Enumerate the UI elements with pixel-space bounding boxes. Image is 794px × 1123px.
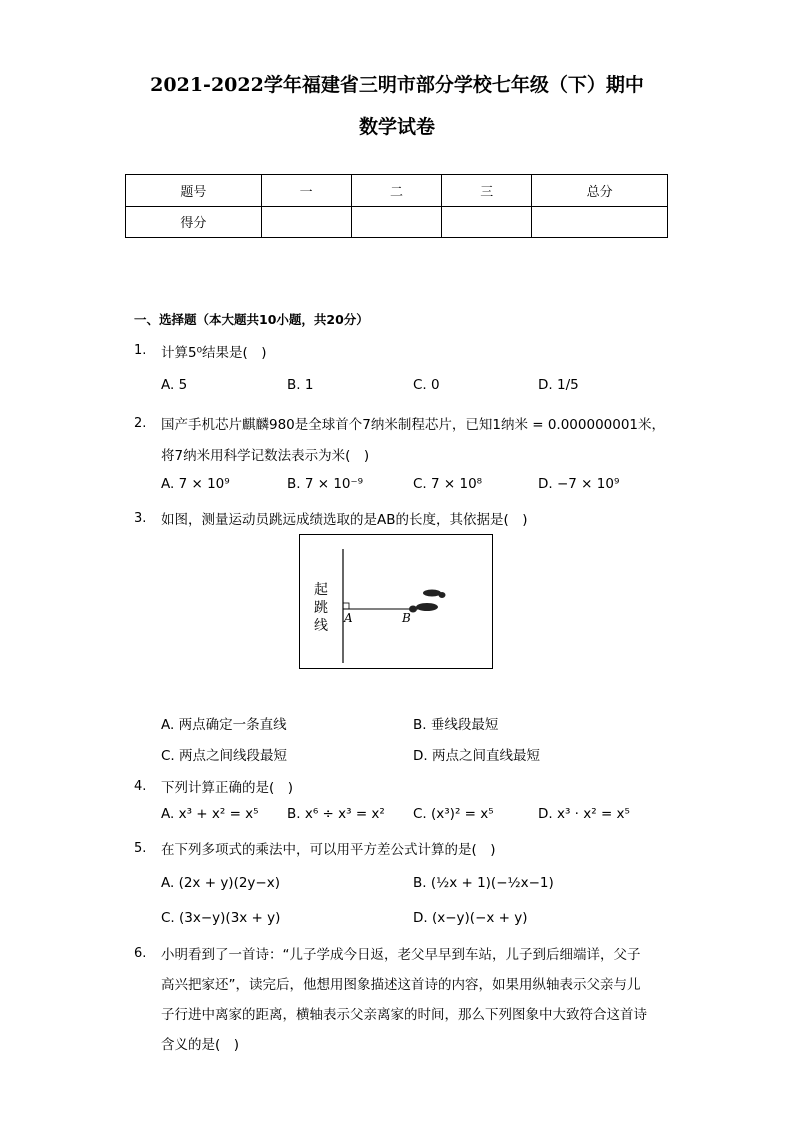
question-number: 2. bbox=[134, 416, 147, 431]
option-c[interactable]: C. 7 × 10⁸ bbox=[413, 476, 483, 492]
long-jump-diagram bbox=[300, 535, 492, 668]
point-b-label: B bbox=[402, 611, 411, 625]
option-a[interactable]: A. 5 bbox=[161, 377, 188, 393]
header-cell: 题号 bbox=[126, 175, 262, 207]
option-b[interactable]: B. (½x + 1)(−½x−1) bbox=[413, 875, 554, 891]
question-text: 在下列多项式的乘法中，可以用平方差公式计算的是( ) bbox=[161, 842, 496, 858]
question-number: 3. bbox=[134, 511, 147, 526]
score-table bbox=[125, 174, 668, 238]
option-d[interactable]: D. x³ · x² = x⁵ bbox=[538, 806, 630, 822]
score-table-score-row bbox=[126, 206, 668, 238]
question-text: 计算5⁰结果是( ) bbox=[161, 345, 267, 361]
option-a[interactable]: A. (2x + y)(2y−x) bbox=[161, 875, 280, 891]
score-cell[interactable] bbox=[532, 206, 668, 238]
option-c[interactable]: C. 两点之间线段最短 bbox=[161, 748, 288, 764]
takeoff-line-char: 线 bbox=[314, 618, 328, 634]
question-number: 4. bbox=[134, 779, 147, 794]
question-text: 如图，测量运动员跳远成绩选取的是AB的长度，其依据是( ) bbox=[161, 512, 528, 528]
header-cell: 三 bbox=[442, 175, 532, 207]
score-cell[interactable] bbox=[261, 206, 351, 238]
option-a[interactable]: A. 7 × 10⁹ bbox=[161, 476, 230, 492]
takeoff-line-char: 起 bbox=[314, 582, 328, 598]
exam-title-line2: 数学试卷 bbox=[358, 116, 435, 138]
option-b[interactable]: B. x⁶ ÷ x³ = x² bbox=[287, 806, 385, 822]
section-heading: 一、选择题（本大题共10小题，共20分） bbox=[134, 312, 369, 327]
question-text: 下列计算正确的是( ) bbox=[161, 780, 294, 796]
question-number: 1. bbox=[134, 343, 147, 358]
long-jump-figure bbox=[299, 534, 493, 669]
score-cell[interactable] bbox=[442, 206, 532, 238]
question-text-line: 将7纳米用科学记数法表示为米( ) bbox=[161, 448, 370, 464]
option-c[interactable]: C. (3x−y)(3x + y) bbox=[161, 910, 281, 926]
score-cell[interactable] bbox=[351, 206, 442, 238]
question-text-line: 含义的是( ) bbox=[161, 1037, 240, 1053]
option-b[interactable]: B. 垂线段最短 bbox=[413, 717, 499, 733]
header-cell: 二 bbox=[351, 175, 442, 207]
point-a-label: A bbox=[344, 611, 353, 625]
question-text-line: 高兴把家还”，读完后，他想用图象描述这首诗的内容，如果用纵轴表示父亲与儿 bbox=[161, 977, 641, 993]
option-d[interactable]: D. 1/5 bbox=[538, 377, 579, 393]
question-text-line: 国产手机芯片麒麟980是全球首个7纳米制程芯片，已知1纳米 = 0.000000001米， bbox=[161, 417, 666, 433]
option-d[interactable]: D. −7 × 10⁹ bbox=[538, 476, 620, 492]
question-text-line: 小明看到了一首诗：“儿子学成今日返，老父早早到车站，儿子到后细端详，父子 bbox=[161, 947, 641, 963]
header-cell: 一 bbox=[261, 175, 351, 207]
question-number: 6. bbox=[134, 946, 147, 961]
exam-title-line1: 2021-2022学年福建省三明市部分学校七年级（下）期中 bbox=[150, 74, 644, 96]
option-c[interactable]: C. 0 bbox=[413, 377, 440, 393]
header-cell: 总分 bbox=[532, 175, 668, 207]
option-d[interactable]: D. 两点之间直线最短 bbox=[413, 748, 540, 764]
footprint-icon bbox=[409, 590, 446, 613]
option-d[interactable]: D. (x−y)(−x + y) bbox=[413, 910, 528, 926]
right-angle-mark bbox=[343, 603, 349, 609]
option-b[interactable]: B. 7 × 10⁻⁹ bbox=[287, 476, 364, 492]
option-a[interactable]: A. x³ + x² = x⁵ bbox=[161, 806, 259, 822]
option-c[interactable]: C. (x³)² = x⁵ bbox=[413, 806, 494, 822]
score-table-header-row bbox=[126, 175, 668, 207]
option-b[interactable]: B. 1 bbox=[287, 377, 314, 393]
question-number: 5. bbox=[134, 841, 147, 856]
option-a[interactable]: A. 两点确定一条直线 bbox=[161, 717, 287, 733]
takeoff-line-char: 跳 bbox=[314, 600, 328, 616]
question-text-line: 子行进中离家的距离，横轴表示父亲离家的时间，那么下列图象中大致符合这首诗 bbox=[161, 1007, 647, 1023]
row-label-cell: 得分 bbox=[126, 206, 262, 238]
